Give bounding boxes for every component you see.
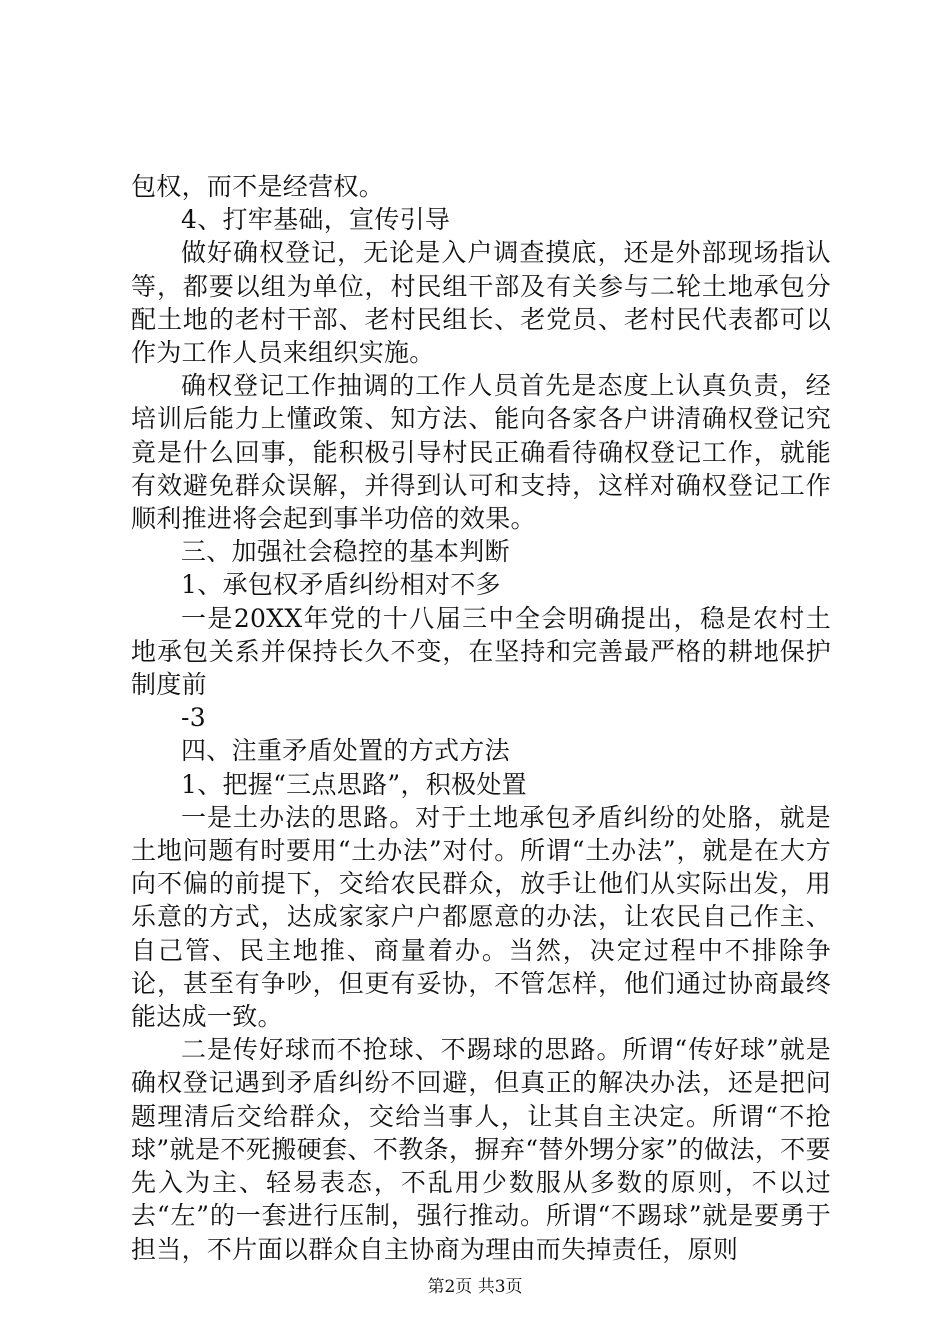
document-body xyxy=(131,170,831,1266)
subsection-heading-1: 1、承包权矛盾纠纷相对不多 xyxy=(181,570,501,600)
paragraph-7: 一是20XX年党的十八届三中全会明确提出，稳是农村土地承包关系并保持长久不变，在坚持和完善最严格的耕地保护制度前 xyxy=(131,603,831,700)
paragraph-4: 确权登记工作抽调的工作人员首先是态度上认真负责，经培训后能力上懂政策、知方法、能向各家各户讲清确权登记究竟是什么回事，能积极引导村民正确看待确权登记工作，就能有效避免群众误解，并得到认可和支持，这样对确权登记工作顺利推进将会起到事半功倍的效果。 xyxy=(131,371,831,534)
subsection-heading-1-thoughts: 1、把握“三点思路”，积极处置 xyxy=(181,769,527,799)
section-heading-4: 4、打牢基础，宣传引导 xyxy=(181,205,451,235)
section-heading-4-methods: 四、注重矛盾处置的方式方法 xyxy=(181,736,510,766)
paragraph-11: 一是土办法的思路。对于土地承包矛盾纠纷的处胳，就是土地问题有时要用“土办法”对付。所谓“土办法”，就是在大方向不偏的前提下，交给农民群众，放手让他们从实际出发，用乐意的方式，达成家家户户都愿意的办法，让农民自己作主、自己管、民主地推、商量着办。当然，决定过程中不排除争论，甚至有争吵，但更有妥协，不管怎样，他们通过协商最终能达成一致。 xyxy=(131,802,831,1032)
paragraph-12: 二是传好球而不抢球、不踢球的思路。所谓“传好球”就是确权登记遇到矛盾纠纷不回避，但真正的解决办法，还是把问题理清后交给群众，交给当事人，让其自主决定。所谓“不抢球”就是不死搬硬套、不教条，摒弃“替外甥分家”的做法，不要先入为主、轻易表态，不乱用少数服从多数的原则，不以过去“左”的一套进行压制，强行推动。所谓“不踢球”就是要勇于担当，不片面以群众自主协商为理由而失掉责任，原则 xyxy=(131,1035,831,1264)
page-break-mark: -3 xyxy=(181,703,206,733)
page-footer: 第2页 共3页 xyxy=(427,1277,523,1297)
section-heading-3: 三、加强社会稳控的基本判断 xyxy=(181,537,510,567)
paragraph-1: 包权，而不是经营权。 xyxy=(131,172,385,201)
paragraph-3: 做好确权登记，无论是入户调查摸底，还是外部现场指认等，都要以组为单位，村民组干部及有关参与二轮土地承包分配土地的老村干部、老村民组长、老党员、老村民代表都可以作为工作人员来组织实施。 xyxy=(131,238,831,368)
